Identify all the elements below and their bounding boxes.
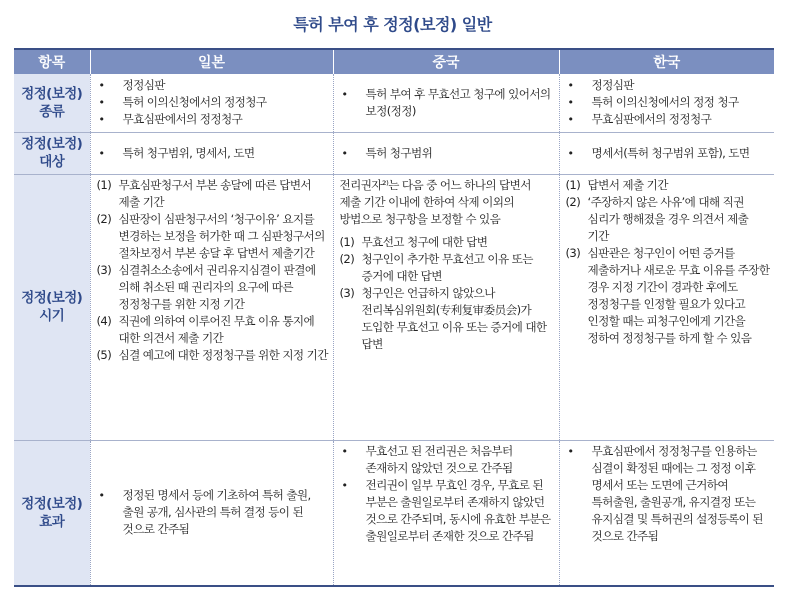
- row-target: [14, 132, 774, 174]
- list-item: (5) 심결 예고에 대한 정정청구를 위한 지정 기간: [96, 347, 328, 362]
- cell-timing-china: [333, 174, 559, 440]
- header-japan: 일본: [90, 49, 333, 74]
- cell-timing-korea: [559, 174, 774, 440]
- row-label-type: 정정(보정) 종류: [14, 74, 90, 132]
- cell-effect-china: [333, 440, 559, 586]
- list-item: • 정정심판: [97, 77, 329, 94]
- list-item: • 특허 청구범위, 명세서, 도면: [97, 145, 329, 162]
- comparison-table: [14, 48, 774, 587]
- list-item: (3) 심결취소소송에서 권리유지심결이 판결에 의해 취소된 때 권리자의 요구에 따른 정정청구를 위한 지정 기간: [96, 262, 316, 311]
- list-item: (1) 답변서 제출 기간: [565, 177, 668, 192]
- list-item: • 정정심판: [566, 77, 771, 94]
- cell-effect-korea: [559, 440, 774, 586]
- list-item: (2) 청구인이 추가한 무효선고 이유 또는 증거에 대한 답변: [339, 251, 533, 283]
- cell-type-japan: [90, 74, 333, 132]
- cell-target-japan: [90, 132, 333, 174]
- list-item: • 무효심판에서 정정청구를 인용하는 심결이 확정된 때에는 그 정정 이후 명세서 또는 도면에 근거하여 특허출원, 출원공개, 유지결정 또는 유지심결 및 특허권의 설정등록이 된 것으로 간주됨: [566, 443, 771, 545]
- list-item: • 전리권이 일부 무효인 경우, 무효로 된 부분은 출원일로부터 존재하지 않았던 것으로 간주되며, 동시에 유효한 부분은 출원일로부터 존재한 것으로 간주됨: [340, 477, 555, 545]
- list-item: • 무효선고 된 전리권은 처음부터 존재하지 않았던 것으로 간주됨: [340, 443, 555, 477]
- list-item: • 명세서(특허 청구범위 포함), 도면: [566, 145, 771, 162]
- cell-effect-japan: [90, 440, 333, 586]
- list-item: (4) 직권에 의하여 이루어진 무효 이유 통지에 대한 의견서 제출 기간: [96, 313, 315, 345]
- list-item: • 특허 부여 후 무효선고 청구에 있어서의 보정(정정): [340, 86, 555, 120]
- list-item: (3) 청구인은 언급하지 않았으나 전리복심위원회(专利复审委员会)가 도입한 무효선고 이유 또는 증거에 대한 답변: [339, 285, 547, 351]
- list-item: • 특허 이의신청에서의 정정 청구: [566, 94, 771, 111]
- cell-type-korea: [559, 74, 774, 132]
- list-item: • 특허 청구범위: [340, 145, 555, 162]
- cell-type-china: [333, 74, 559, 132]
- header-korea: 한국: [559, 49, 774, 74]
- row-label-timing: 정정(보정) 시기: [14, 174, 90, 440]
- list-item: (3) 심판관은 청구인이 어떤 증거를 제출하거나 새로운 무효 이유를 주장한 경우 지정 기간이 경과한 후에도 정정청구를 인정할 필요가 있다고 인정할 때는 피청구인에게 기간을 정하여 정정청구를 하게 할 수 있음: [565, 245, 770, 345]
- cell-target-china: [333, 132, 559, 174]
- header-item: 항목: [14, 49, 90, 74]
- list-item: • 무효심판에서의 정정청구: [97, 111, 329, 128]
- timing-china-intro: 전리권자²⁾는 다음 중 어느 하나의 답변서 제출 기간 이내에 한하여 삭제 이외의 방법으로 청구항을 보정할 수 있음: [339, 177, 531, 226]
- list-item: • 특허 이의신청에서의 정정청구: [97, 94, 329, 111]
- list-item: (2) 심판장이 심판청구서의 ‘청구이유’ 요지를 변경하는 보정을 허가한 때 그 심판청구서의 절차보정서 부본 송달 후 답변서 제출기간: [96, 211, 325, 260]
- list-item: • 무효심판에서의 정정청구: [566, 111, 771, 128]
- row-timing: [14, 174, 774, 440]
- row-label-effect: 정정(보정) 효과: [14, 440, 90, 586]
- list-item: (2) ‘주장하지 않은 사유’에 대해 직권 심리가 행해졌을 경우 의견서 제출 기간: [565, 194, 749, 243]
- list-item: • 정정된 명세서 등에 기초하여 특허 출원, 출원 공개, 심사관의 특허 결정 등이 된 것으로 간주됨: [97, 487, 329, 538]
- row-label-target: 정정(보정) 대상: [14, 132, 90, 174]
- row-effect: [14, 440, 774, 586]
- header-china: 중국: [333, 49, 559, 74]
- page-title: 특허 부여 후 정정(보정) 일반: [293, 15, 492, 34]
- cell-target-korea: [559, 132, 774, 174]
- header-row: [14, 49, 774, 74]
- list-item: (1) 무효선고 청구에 대한 답변: [339, 234, 488, 249]
- row-type: [14, 74, 774, 132]
- list-item: (1) 무효심판청구서 부본 송달에 따른 답변서 제출 기간: [96, 177, 312, 209]
- cell-timing-japan: [90, 174, 333, 440]
